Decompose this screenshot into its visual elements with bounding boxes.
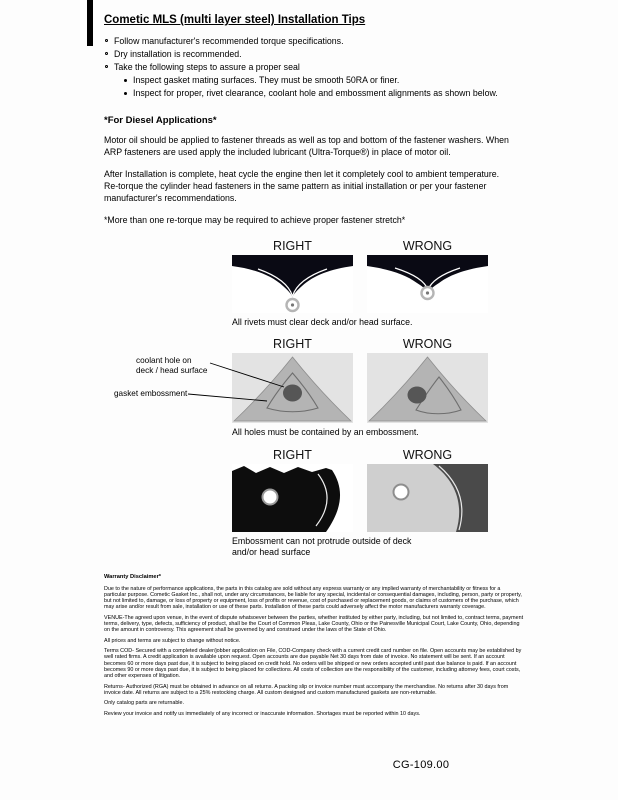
retorque-note: *More than one re-torque may be required to achieve proper fastener stretch* <box>104 215 406 226</box>
tip-item <box>104 35 528 48</box>
page-edge-mark <box>87 0 93 46</box>
diagram-row-rivets <box>232 239 488 328</box>
warranty-paragraph: VENUE-The agreed upon venue, in the event of dispute whatsoever between the parties, whether instituted by either party, including, but not limited to, contract terms, payment terms, delivery, type, defects, sufficiency of product, shall be the Court of Common Pleas, Lake County, Ohio or the Painesville Municipal Court, Lake County, Ohio, depending on the amount in controversy. This agreement shall be governed by and construed under the laws of the State of Ohio. <box>104 614 524 633</box>
dot-bullet-icon <box>124 79 127 82</box>
subtip-text: Inspect gasket mating surfaces. They must be smooth 50RA or finer. <box>133 75 400 86</box>
warranty-paragraph: Only catalog parts are returnable. <box>104 700 185 707</box>
wrong-label: WRONG <box>402 448 453 463</box>
tip-item <box>104 48 528 61</box>
rivet-right-image <box>232 255 353 313</box>
warranty-heading: Warranty Disclaimer* <box>104 574 162 580</box>
subtip-item <box>123 74 528 87</box>
diesel-paragraph-1: Motor oil should be applied to fastener threads as well as top and bottom of the fastener washers. When ARP fasteners are used apply the included lubricant (Ultra-Torque®) in place of motor oil. <box>104 134 509 157</box>
page-number: CG-109.00 <box>392 759 450 771</box>
installation-tips-list <box>104 35 528 100</box>
diagram-row-protrusion <box>232 448 488 558</box>
wrong-label: WRONG <box>402 238 453 253</box>
circle-bullet-icon <box>105 65 108 68</box>
right-label: RIGHT <box>273 337 312 352</box>
dot-bullet-icon <box>124 92 127 95</box>
wrong-label: WRONG <box>402 337 453 352</box>
rivet-wrong-image <box>367 255 488 313</box>
rivets-caption: All rivets must clear deck and/or head surface. <box>232 316 413 327</box>
tip-text: Take the following steps to assure a proper seal <box>114 61 300 72</box>
subtip-text: Inspect for proper, rivet clearance, coolant hole and embossment alignments as shown below. <box>133 88 498 98</box>
tip-text: Follow manufacturer's recommended torque specifications. <box>114 36 344 46</box>
protrusion-wrong-image <box>367 464 488 532</box>
warranty-paragraph: Terms COD- Secured with a completed dealer/jobber application on File, COD-Company check with a current credit card number on file. Open accounts may be established by well rated firms. A credit application is available upon request. Open accounts are due payable Net 30 days from date of invoice. No statement will be sent. If an account becomes 60 or more days past due, it is subject to being placed on credit hold. No orders will be shipped or new orders accepted until past due balance is paid. If an account becomes 90 or more days past due, it is subject to being placed for collections. All costs of collection are the responsibility of the customer, including attorney fees, court costs, and other expenses of litigation. <box>104 648 522 679</box>
diagram-row-holes <box>114 337 488 438</box>
embossment-right-image <box>232 353 353 423</box>
diagram-section <box>114 238 488 559</box>
diesel-applications-heading: *For Diesel Applications* <box>104 114 217 126</box>
right-label: RIGHT <box>273 448 312 463</box>
diesel-paragraph-2: After Installation is complete, heat cycle the engine then let it completely cool to ambient temperature. Re-torque the cylinder head fasteners in the same pattern as initial installation or per your fastener manufacturer's recommendations. <box>104 169 500 204</box>
warranty-paragraph: All prices and terms are subject to change without notice. <box>104 637 241 644</box>
circle-bullet-icon <box>105 52 108 55</box>
circle-bullet-icon <box>105 39 108 42</box>
warranty-paragraph: Returns- Authorized (RGA) must be obtained in advance on all returns. A packing slip or invoice number must accompany the merchandise. No returns after 30 days from invoice date. All returns are subject to a 25% restocking charge. All custom designed and custom manufactured gaskets are non-returnable. <box>104 683 509 696</box>
warranty-paragraph: Due to the nature of performance applications, the parts in this catalog are sold without any express warranty or any implied warranty of merchantability or fitness for a particular purpose. Cometic Gasket Inc., shall not, under any circumstances, be liable for any special, incidental or consequential damages, including, person, party or property, but not limited to, damage, or loss of property or equipment, loss of profits or revenue, cost of purchased or replacement goods, or claims of customers of the purchase, which may arise and/or result from sale, installation or use of these parts. Installation of these parts could adversely affect the motor manufacturers warranty coverage. <box>104 585 522 610</box>
warranty-paragraph: Review your invoice and notify us immediately of any incorrect or inaccurate information. Shortages must be reported within 10 days. <box>104 711 421 717</box>
warranty-disclaimer <box>104 574 524 722</box>
tip-text: Dry installation is recommended. <box>114 48 242 59</box>
embossment-wrong-image <box>367 353 488 423</box>
page-content <box>104 14 528 568</box>
right-label: RIGHT <box>273 238 312 253</box>
installation-subtips-list <box>123 74 528 100</box>
coolant-hole-annotation: coolant hole on deck / head surface <box>136 356 208 376</box>
protrusion-right-image <box>232 464 353 532</box>
tip-item <box>104 61 528 100</box>
holes-caption: All holes must be contained by an embossment. <box>232 427 419 438</box>
protrusion-caption: Embossment can not protrude outside of deck and/or head surface <box>232 536 412 558</box>
subtip-item <box>123 87 528 100</box>
gasket-embossment-annotation: gasket embossment <box>114 389 188 399</box>
page-title: Cometic MLS (multi layer steel) Installation Tips <box>104 14 366 26</box>
